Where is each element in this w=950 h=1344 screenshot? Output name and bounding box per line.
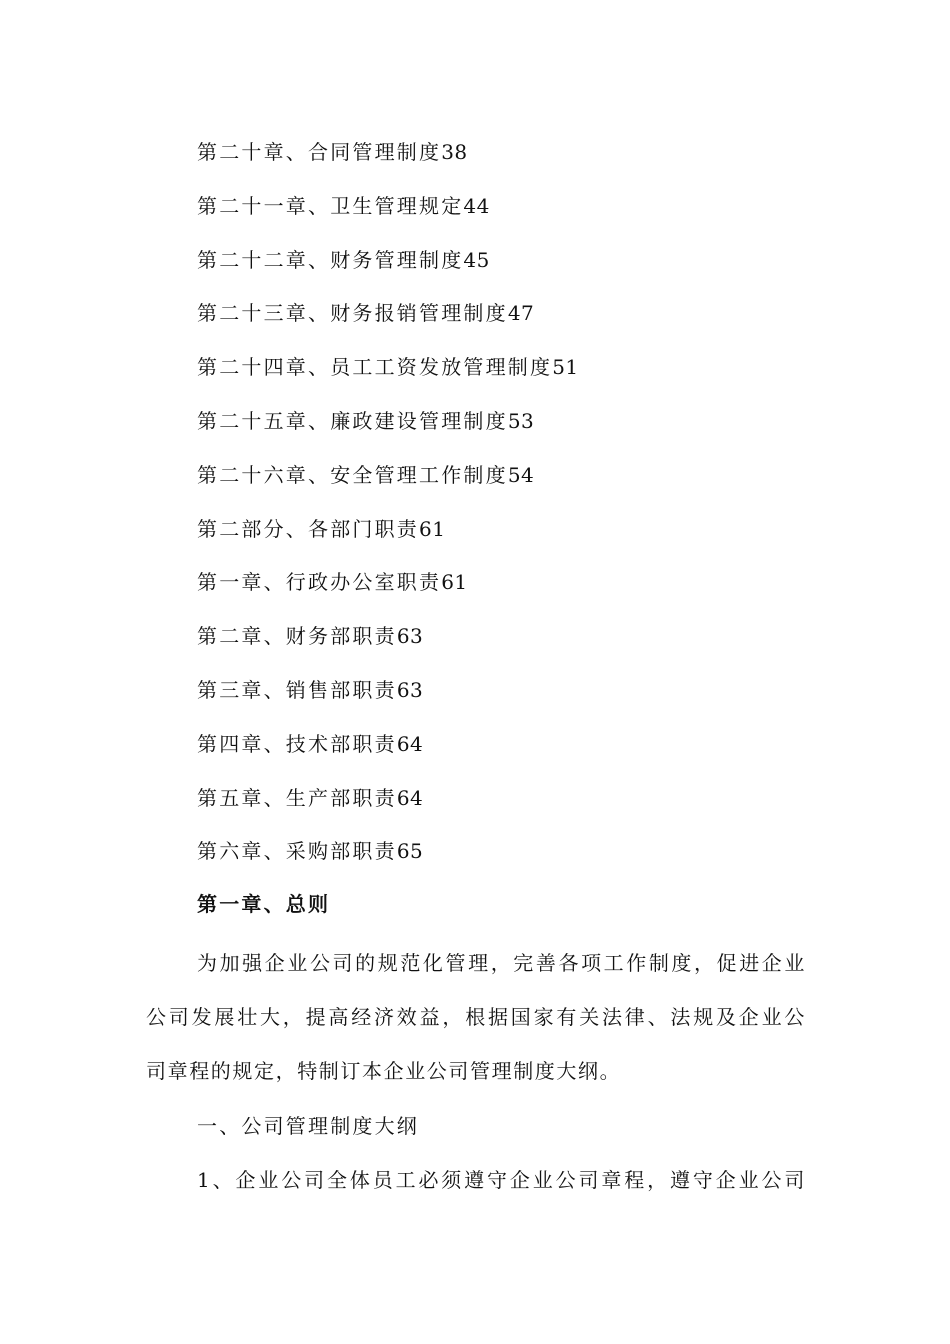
- toc-entry-title: 第三章、销售部职责: [197, 677, 397, 702]
- toc-entry: [197, 348, 817, 402]
- toc-entry-page: 61: [441, 570, 468, 595]
- chapter-one-section: [146, 883, 806, 1208]
- toc-entry-title: 第二十章、合同管理制度: [197, 140, 442, 164]
- toc-entry-page: 64: [396, 731, 424, 756]
- toc-entry-page: 63: [396, 624, 424, 649]
- intro-paragraph: [146, 937, 806, 1098]
- toc-entry-title: 第二章、财务部职责: [197, 624, 397, 649]
- toc-entry-page: 63: [396, 677, 424, 702]
- toc-entry-title: 第六章、采购部职责: [197, 839, 397, 864]
- toc-entry: [197, 832, 817, 886]
- toc-entry-page: 47: [507, 301, 535, 326]
- toc-entry-page: 44: [463, 193, 490, 218]
- toc-entry-page: 51: [552, 355, 579, 380]
- toc-entry-title: 第二十一章、卫生管理规定: [197, 193, 464, 218]
- toc-entry: [197, 402, 817, 456]
- intro-line: 为加强企业公司的规范化管理，完善各项工作制度，促进企业: [197, 951, 806, 975]
- toc-entry-title: 第二部分、各部门职责: [197, 516, 419, 541]
- toc-entry-page: 53: [507, 408, 535, 433]
- toc-entry: [197, 456, 817, 510]
- toc-entry-title: 第一章、行政办公室职责: [197, 570, 442, 595]
- toc-entry: [197, 563, 817, 617]
- toc-entry-page: 61: [419, 516, 446, 541]
- toc-entry: [197, 725, 817, 779]
- toc-entry: [197, 241, 817, 295]
- toc-entry-page: 64: [396, 785, 424, 810]
- toc-entry-title: 第二十六章、安全管理工作制度: [197, 462, 508, 487]
- toc-entry-title: 第二十五章、廉政建设管理制度: [197, 408, 508, 433]
- toc-entry-page: 54: [507, 462, 535, 487]
- toc-entry: [197, 671, 817, 725]
- toc-entry: [197, 510, 817, 564]
- toc-entry-page: 65: [396, 839, 424, 864]
- intro-line: 司章程的规定，特制订本企业公司管理制度大纲。: [146, 1058, 622, 1083]
- toc-entry: [197, 617, 817, 671]
- toc-entry: [197, 133, 817, 187]
- toc-entry-page: 38: [441, 140, 468, 164]
- toc-entry: [197, 294, 817, 348]
- clause-line: 1、企业公司全体员工必须遵守企业公司章程，遵守企业公司: [197, 1168, 806, 1193]
- toc-entry-title: 第二十四章、员工工资发放管理制度: [197, 355, 553, 380]
- section-title: 一、公司管理制度大纲: [197, 1114, 419, 1139]
- table-of-contents: [197, 133, 817, 886]
- toc-entry-title: 第二十三章、财务报销管理制度: [197, 301, 508, 326]
- toc-entry-title: 第五章、生产部职责: [197, 785, 397, 810]
- toc-entry: [197, 779, 817, 833]
- toc-entry-title: 第二十二章、财务管理制度: [197, 247, 464, 272]
- toc-entry: [197, 187, 817, 241]
- intro-line: 公司发展壮大，提高经济效益，根据国家有关法律、法规及企业公: [146, 1004, 806, 1029]
- toc-entry-page: 45: [463, 247, 490, 272]
- chapter-heading: 第一章、总则: [197, 892, 331, 916]
- toc-entry-title: 第四章、技术部职责: [197, 731, 397, 756]
